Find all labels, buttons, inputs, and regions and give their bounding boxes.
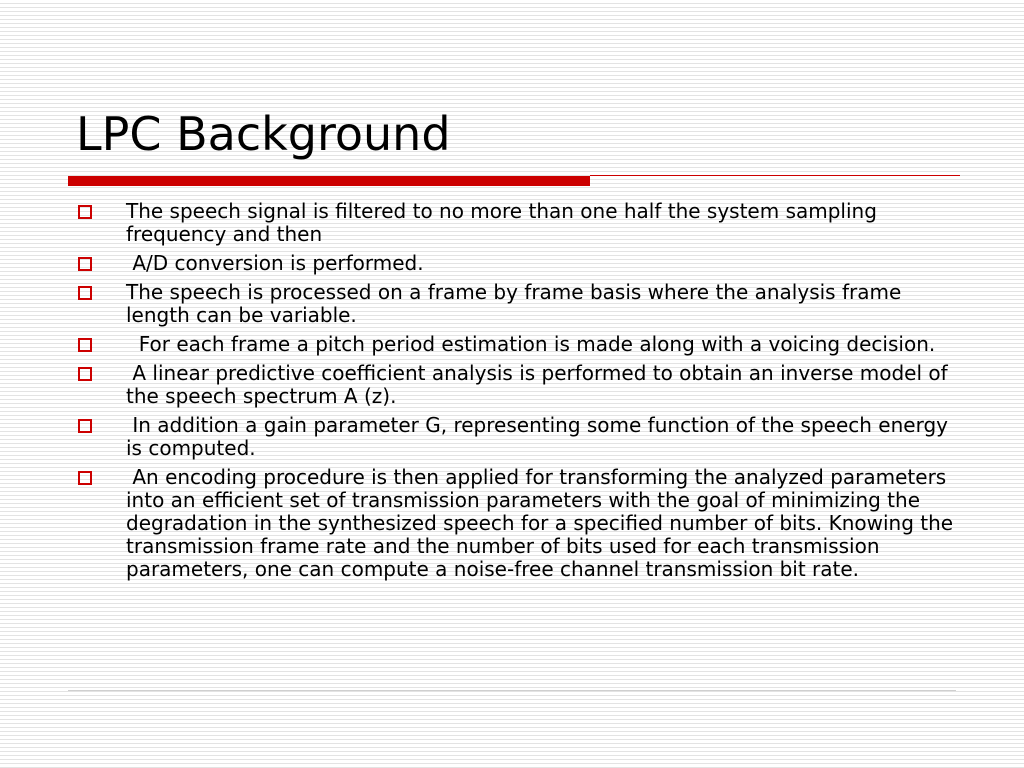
- square-bullet-icon: [78, 338, 92, 352]
- bullet-item: [76, 252, 966, 275]
- bullet-text: A/D conversion is performed.: [126, 251, 424, 275]
- title-underline-thick: [68, 176, 590, 186]
- square-bullet-icon: [78, 257, 92, 271]
- bullet-item: [76, 333, 966, 356]
- title-underline-thin: [590, 175, 960, 176]
- square-bullet-icon: [78, 367, 92, 381]
- square-bullet-icon: [78, 471, 92, 485]
- bullet-text: In addition a gain parameter G, representing some function of the speech energy is computed.: [126, 413, 955, 460]
- bullet-text: The speech is processed on a frame by frame basis where the analysis frame length can be variable.: [126, 280, 908, 327]
- bullet-item: [76, 362, 966, 408]
- bullet-text: An encoding procedure is then applied for transforming the analyzed parameters into an efficient set of transmission parameters with the goal of minimizing the degradation in the synthesized speech for a specified number of bits. Knowing the transmission frame rate and the number of bits used for each transmission parameters, one can compute a noise-free channel transmission bit rate.: [126, 465, 960, 581]
- bullet-item: [76, 281, 966, 327]
- bullet-text: A linear predictive coefficient analysis is performed to obtain an inverse model of the speech spectrum A (z).: [126, 361, 955, 408]
- bullet-item: [76, 414, 966, 460]
- bullet-list: [76, 200, 966, 587]
- slide-title: LPC Background: [76, 107, 451, 161]
- bullet-item: [76, 466, 966, 581]
- square-bullet-icon: [78, 205, 92, 219]
- bullet-text: For each frame a pitch period estimation is made along with a voicing decision.: [126, 332, 936, 356]
- footer-divider: [68, 690, 956, 691]
- square-bullet-icon: [78, 286, 92, 300]
- bullet-text: The speech signal is filtered to no more than one half the system sampling frequency and then: [126, 199, 884, 246]
- bullet-item: [76, 200, 966, 246]
- square-bullet-icon: [78, 419, 92, 433]
